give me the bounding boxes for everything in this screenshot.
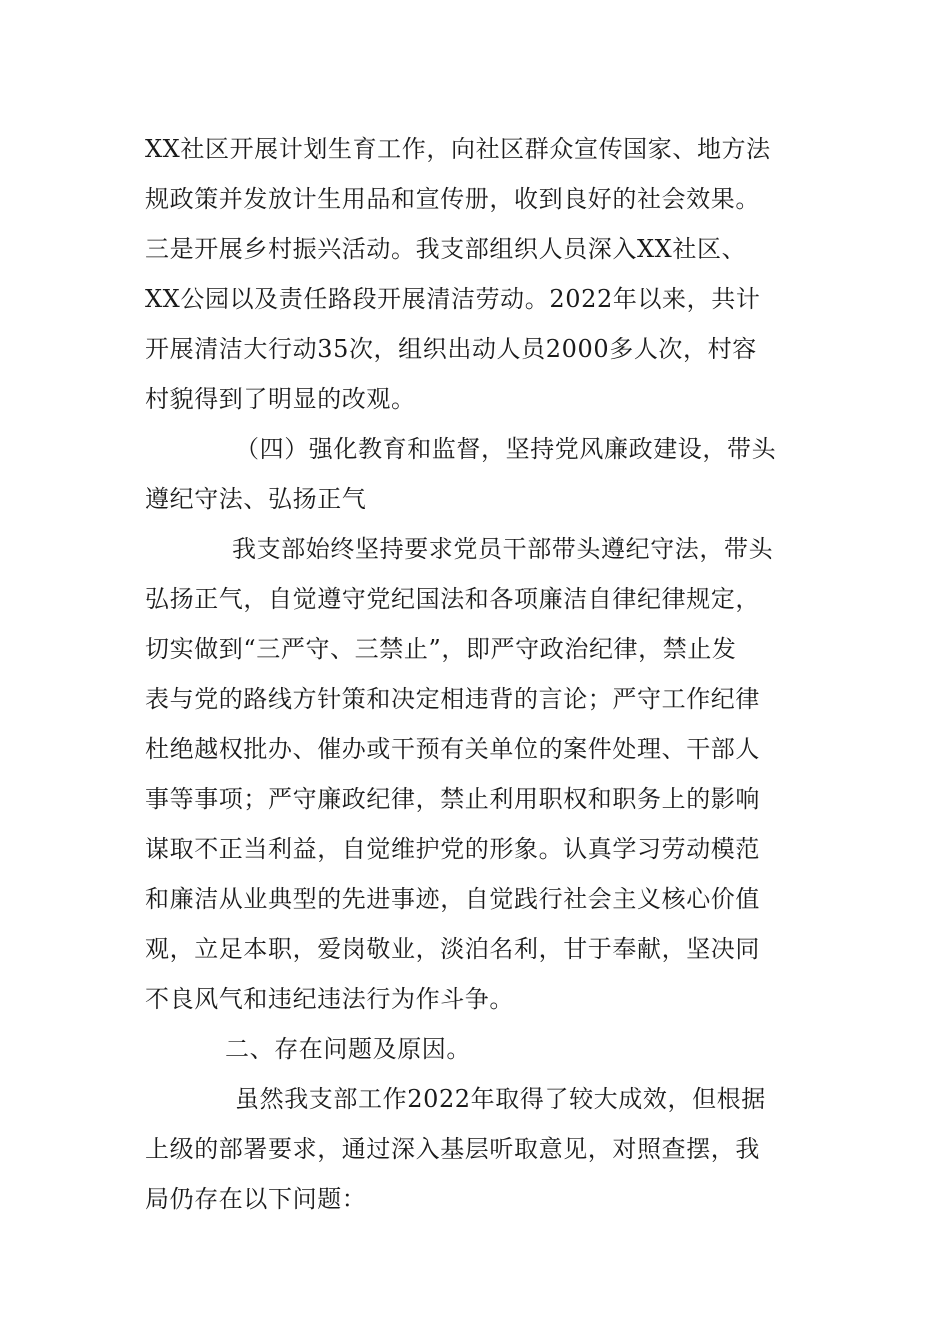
body-text-line: 三是开展乡村振兴活动。我支部组织人员深入XX社区、 (145, 235, 747, 263)
section-heading-four: （四）强化教育和监督，坚持党风廉政建设，带头 (235, 435, 777, 463)
body-text-line: 观，立足本职，爱岗敬业，淡泊名利，甘于奉献，坚决同 (145, 935, 760, 963)
body-text-line: 谋取不正当利益，自觉维护党的形象。认真学习劳动模范 (145, 835, 760, 863)
body-text-line: 和廉洁从业典型的先进事迹，自觉践行社会主义核心价值 (145, 885, 760, 913)
body-text-line: 规政策并发放计生用品和宣传册，收到良好的社会效果。 (145, 185, 760, 213)
body-text-line: 开展清洁大行动35次，组织出动人员2000多人次，村容 (145, 335, 757, 363)
paragraph-first-line: 我支部始终坚持要求党员干部带头遵纪守法，带头 (232, 535, 774, 563)
body-text-line: XX社区开展计划生育工作，向社区群众宣传国家、地方法 (145, 135, 771, 163)
body-text-line: 村貌得到了明显的改观。 (145, 385, 416, 413)
body-text-line: 局仍存在以下问题： (145, 1185, 367, 1213)
body-text-line: 弘扬正气，自觉遵守党纪国法和各项廉洁自律纪律规定， (145, 585, 760, 613)
paragraph-first-line: 虽然我支部工作2022年取得了较大成效，但根据 (235, 1085, 766, 1113)
body-text-line: 表与党的路线方针策和决定相违背的言论；严守工作纪律 (145, 685, 760, 713)
body-text-line: 杜绝越权批办、催办或干预有关单位的案件处理、干部人 (145, 735, 760, 763)
body-text-line: 上级的部署要求，通过深入基层听取意见，对照查摆，我 (145, 1135, 760, 1163)
section-heading-four-continued: 遵纪守法、弘扬正气 (145, 485, 367, 513)
body-text-line: 切实做到“三严守、三禁止”，即严守政治纪律，禁止发 (145, 635, 737, 663)
section-heading-two: 二、存在问题及原因。 (225, 1035, 471, 1063)
body-text-line: 不良风气和违纪违法行为作斗争。 (145, 985, 514, 1013)
body-text-line: XX公园以及责任路段开展清洁劳动。2022年以来，共计 (145, 285, 761, 313)
body-text-line: 事等事项；严守廉政纪律，禁止利用职权和职务上的影响 (145, 785, 760, 813)
